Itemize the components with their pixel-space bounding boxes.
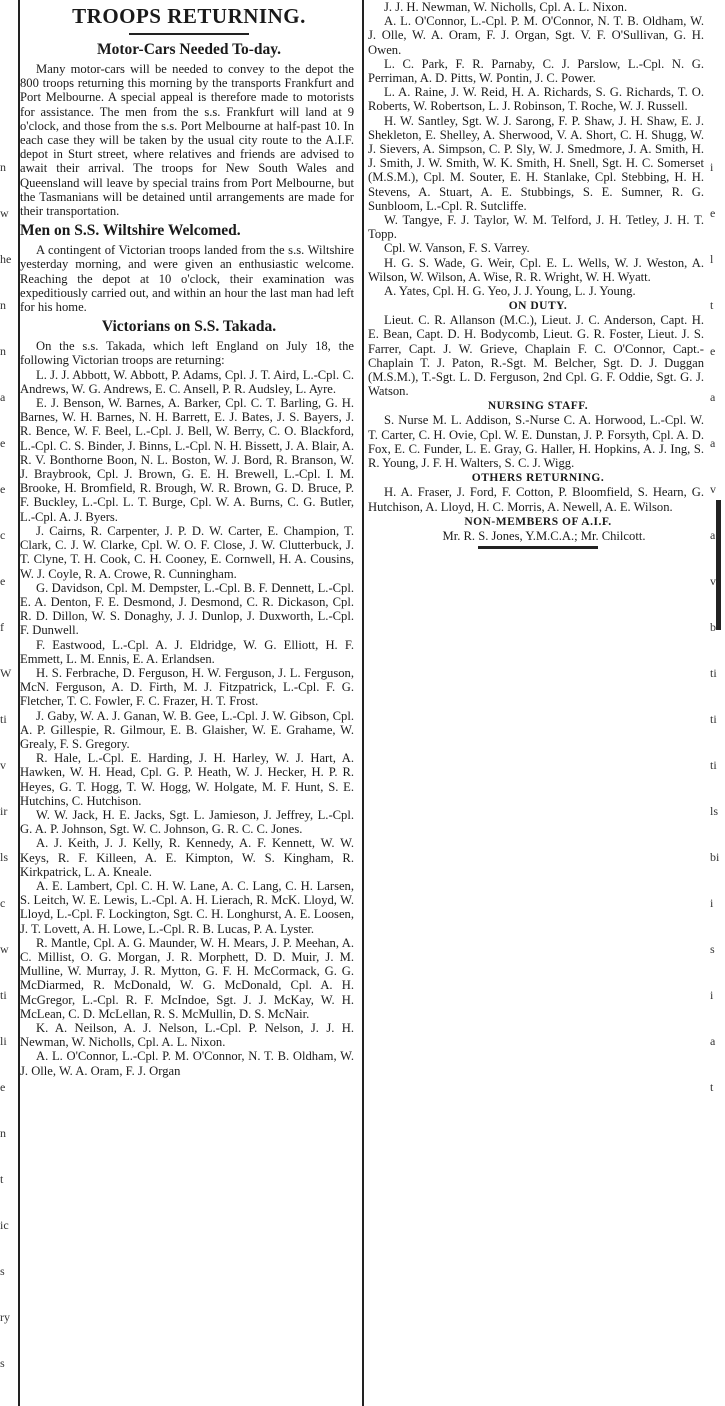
others-returning-heading: OTHERS RETURNING.: [471, 472, 605, 485]
section-heading: Victorians on S.S. Takada.: [101, 318, 277, 336]
article-sections: [20, 41, 358, 1078]
article-column-2: [368, 0, 708, 628]
fragment-text: s: [0, 1264, 5, 1278]
article-paragraph: F. Eastwood, L.-Cpl. A. J. Eldridge, W. G. Elliott, H. F. Emmett, L. M. Ennis, E. A. Erlandsen.: [20, 637, 354, 666]
fragment-text: v: [710, 482, 716, 496]
fragment-text: e: [0, 574, 6, 588]
article-column-1: [20, 0, 358, 1406]
fragment-text: e: [0, 1080, 6, 1094]
fragment-text: ls: [710, 804, 719, 818]
fragment-text: li: [0, 1034, 7, 1048]
article-paragraph: A. J. Keith, J. J. Kelly, R. Kennedy, A. F. Kennett, W. W. Keys, R. F. Killeen, A. E. Kimpton, W. S. Kingham, R. Kirkpatrick, L. A. Kneale.: [20, 836, 354, 879]
column-rule-middle: [362, 0, 364, 1406]
non-members-heading: NON-MEMBERS OF A.I.F.: [464, 515, 612, 528]
headline-rule: [129, 33, 249, 35]
non-members-list: Mr. R. S. Jones, Y.M.C.A.; Mr. Chilcott.: [442, 528, 646, 543]
fragment-text: e: [0, 482, 6, 496]
fragment-text: l: [710, 252, 714, 266]
fragment-text: i: [710, 160, 714, 174]
adjacent-column-fragment-left: [0, 0, 16, 1406]
fragment-text: c: [0, 528, 6, 542]
article-paragraph: A. L. O'Connor, L.-Cpl. P. M. O'Connor, N. T. B. Oldham, W. J. Olle, W. A. Oram, F. J. Organ: [20, 1049, 354, 1078]
adjacent-column-fragment-right: [710, 0, 725, 1094]
article-paragraph: L. J. J. Abbott, W. Abbott, P. Adams, Cpl. J. T. Aird, L.-Cpl. C. Andrews, W. G. Andrews, E. C. Ansell, P. R. Audsley, L. Ayre.: [20, 367, 354, 396]
fragment-text: ir: [0, 804, 8, 818]
fragment-text: w: [0, 206, 9, 220]
name-paragraph: H. W. Santley, Sgt. W. J. Sarong, F. P. Shaw, J. H. Shaw, E. J. Shekleton, E. Shelley, A. Sherwood, V. A. Short, C. H. Shugg, W. J. Sievers, A. Simpson, C. P. Sly, W. J. Smedmore, J. A. Smith, H. J. Smith, J. W. Smith, W. K. Smith, H. Snell, Sgt. H. C. Somerset (M.S.M.), Cpl. M. Souter, E. H. Stanlake, Cpl. Stebbing, H. H. Stevens, A. Stuart, A. E. Stubbings, S. E. Sumner, R. G. Sunbloom, L.-Cpl. R. Sutcliffe.: [368, 113, 704, 213]
fragment-text: v: [710, 574, 716, 588]
fragment-text: v: [0, 758, 6, 772]
on-duty-heading: ON DUTY.: [508, 300, 568, 313]
fragment-text: he: [0, 252, 12, 266]
fragment-text: ls: [0, 850, 9, 864]
fragment-text: a: [710, 390, 716, 404]
nursing-staff-list: S. Nurse M. L. Addison, S.-Nurse C. A. Horwood, L.-Cpl. W. T. Carter, C. H. Ovie, Cpl. W. E. Dunstan, J. P. Forsyth, Cpl. A. D. Fox, E. C. Funder, L. E. Gray, G. Haller, H. Hopkins, A. J. Ing, S. R. Young, J. F. H. Walters, S. C. J. Wigg.: [368, 413, 704, 471]
fragment-text: ti: [0, 988, 7, 1002]
fragment-text: a: [710, 436, 716, 450]
headline: TROOPS RETURNING.: [72, 4, 306, 28]
fragment-text: n: [0, 298, 6, 312]
fragment-text: i: [710, 896, 714, 910]
article-paragraph: K. A. Neilson, A. J. Nelson, L.-Cpl. P. Nelson, J. J. H. Newman, W. Nicholls, Cpl. A. L. Nixon.: [20, 1021, 354, 1050]
fragment-text: f: [0, 620, 4, 634]
name-paragraph: A. L. O'Connor, L.-Cpl. P. M. O'Connor, N. T. B. Oldham, W. J. Olle, W. A. Oram, F. J. Organ, Sgt. V. F. O'Sullivan, G. H. Owen.: [368, 14, 704, 57]
fragment-text: n: [0, 1126, 6, 1140]
name-paragraph: J. J. H. Newman, W. Nicholls, Cpl. A. L. Nixon.: [384, 0, 628, 14]
fragment-text: bi: [710, 850, 720, 864]
name-paragraph: H. G. S. Wade, G. Weir, Cpl. E. L. Wells, W. J. Weston, A. Wilson, W. Wilson, A. Wise, R. R. Wright, W. H. Wyatt.: [368, 255, 704, 284]
article-paragraph: E. J. Benson, W. Barnes, A. Barker, Cpl. C. T. Barling, G. H. Barnes, W. H. Barnes, N. H. Barrett, E. J. Bates, J. S. Bayers, J. R. Bence, W. F. Beel, L.-Cpl. J. Bell, W. Berry, C. O. Blackford, L.-Cpl. C. S. Binder, J. Binns, L.-Cpl. N. H. Bissett, J. A. Blair, A. R. V. Bonthorne Boon, N. L. Boston, W. J. Bord, R. Branson, W. J. Braybrook, Cpl. J. Brown, G. E. H. Brewell, L.-Cpl. I. M. Brooke, H. Bromfield, R. Brough, W. R. Brown, G. D. Bruce, P. F. Buckley, L.-Cpl. L. T. Burge, Cpl. W. A. Burns, C. G. Butler, L.-Cpl. A. J. Byers.: [20, 396, 354, 524]
fragment-text: e: [710, 206, 716, 220]
article-paragraph: W. W. Jack, H. E. Jacks, Sgt. L. Jamieson, J. Jeffrey, L.-Cpl. G. A. P. Johnson, Sgt. W. C. Johnson, G. R. C. C. Jones.: [20, 807, 354, 837]
fragment-text: w: [0, 942, 9, 956]
fragment-text: t: [0, 1172, 4, 1186]
name-paragraph: L. C. Park, F. R. Parnaby, C. J. Parslow, L.-Cpl. N. G. Perriman, A. D. Pitts, W. Pontin, J. C. Power.: [368, 56, 704, 86]
section-heading: Men on S.S. Wiltshire Welcomed.: [20, 222, 241, 240]
name-paragraph: A. Yates, Cpl. H. G. Yeo, J. J. Young, L. J. Young.: [384, 284, 636, 299]
article-paragraph: On the s.s. Takada, which left England on July 18, the following Victorian troops are returning:: [20, 339, 354, 368]
article-paragraph: J. Gaby, W. A. J. Ganan, W. B. Gee, L.-Cpl. J. W. Gibson, Cpl. A. P. Gillespie, R. Gilmour, E. B. Glaisher, W. E. Grahame, W. Grealy, F. S. Gregory.: [20, 708, 354, 751]
name-paragraph: Cpl. W. Vanson, F. S. Varrey.: [384, 241, 530, 256]
fragment-text: s: [710, 942, 715, 956]
article-paragraph: G. Davidson, Cpl. M. Dempster, L.-Cpl. B. F. Dennett, L.-Cpl. E. A. Denton, F. E. Desmond, J. Desmond, C. R. Dickason, Cpl. R. D. Dillon, W. S. Donaghy, J. J. Dunlop, J. Duxworth, L.-Cpl. F. Dunwell.: [20, 580, 354, 638]
name-paragraph: L. A. Raine, J. W. Reid, H. A. Richards, S. G. Richards, T. O. Roberts, W. Robertson, L. J. Robinson, T. Roche, W. J. Russell.: [368, 85, 704, 114]
fragment-text: a: [0, 390, 6, 404]
article-paragraph: A. E. Lambert, Cpl. C. H. W. Lane, A. C. Lang, C. H. Larsen, S. Leitch, W. E. Lewis, L.-Cpl. A. H. Lierach, R. McK. Lloyd, W. Lloyd, L.-Cpl. F. Lockington, Sgt. C. H. Longhurst, A. E. Loosen, J. T. Lovett, A. H. Lowe, L.-Cpl. R. B. Lucas, P. A. Lyster.: [20, 878, 354, 936]
article-paragraph: R. Mantle, Cpl. A. G. Maunder, W. H. Mears, J. P. Meehan, A. C. Millist, O. G. Morgan, J. R. Morphett, D. D. Muir, J. M. Mulline, W. Murray, J. R. Mytton, G. F. H. McCormack, G. G. McDiarmed, R. McDonald, W. G. McDonald, Cpl. A. H. McGregor, L.-Cpl. R. F. McIndoe, Sgt. J. J. McKay, W. H. McLean, C. D. McLellan, R. S. McMullin, D. S. McNair.: [20, 935, 354, 1021]
fragment-text: e: [710, 344, 716, 358]
fragment-text: n: [0, 344, 6, 358]
fragment-text: i: [710, 988, 714, 1002]
fragment-text: ti: [710, 666, 717, 680]
fragment-text: ti: [710, 712, 717, 726]
article-paragraph: A contingent of Victorian troops landed from the s.s. Wiltshire yesterday morning, and were given an enthusiastic welcome. Reaching the depot at 10 o'clock, their examination was expeditiously carried out, and within an hour the last man had left for his home.: [20, 243, 354, 315]
article-paragraph: R. Hale, L.-Cpl. E. Harding, J. H. Harley, W. J. Hart, A. Hawken, W. H. Head, Cpl. G. P. Heath, W. J. Hecker, H. P. R. Heyes, G. T. Hogg, T. W. Hogg, W. Holgate, M. F. Hunt, S. E. Hutchins, C. Hutchison.: [20, 751, 354, 808]
fragment-text: t: [710, 298, 714, 312]
fragment-text: n: [0, 160, 6, 174]
fragment-text: W: [0, 666, 12, 680]
fragment-text: b: [710, 620, 716, 634]
section-heading: Motor-Cars Needed To-day.: [96, 41, 282, 58]
name-list: [368, 0, 708, 298]
name-paragraph: W. Tangye, F. J. Taylor, W. M. Telford, J. H. Tetley, J. H. T. Topp.: [368, 213, 704, 242]
article-paragraph: J. Cairns, R. Carpenter, J. P. D. W. Carter, E. Champion, T. Clark, C. J. W. Clarke, Cpl. W. O. F. Close, J. W. Clutterbuck, J. T. Clyne, T. H. Cook, C. H. Cooney, E. Cornwell, H. A. Cousins, W. J. Coyle, R. A. Crowe, R. Cunningham.: [20, 523, 354, 581]
on-duty-list: Lieut. C. R. Allanson (M.C.), Lieut. J. C. Anderson, Capt. H. E. Bean, Capt. D. H. Bodycomb, Lieut. G. R. Foster, Lieut. J. S. Farrer, Capt. J. W. Grieve, Chaplain F. C. O'Connor, Capt.-Chaplain T. J. Paton, R.-Sgt. M. Belcher, Sgt. D. J. Duggan (M.S.M.), T.-Sgt. L. D. Ferguson, 2nd Cpl. G. F. Oddie, Sgt. G. J. Watson.: [368, 313, 704, 399]
article-end-rule: [478, 546, 598, 549]
fragment-text: a: [710, 1034, 716, 1048]
fragment-text: e: [0, 436, 6, 450]
others-returning-list: H. A. Fraser, J. Ford, F. Cotton, P. Bloomfield, S. Hearn, G. Hutchison, A. Lloyd, H. C. Morris, A. Newell, A. E. Wilson.: [368, 485, 704, 514]
article-paragraph: H. S. Ferbrache, D. Ferguson, H. W. Ferguson, J. L. Ferguson, McN. Ferguson, A. D. Firth, M. J. Fitzpatrick, L.-Cpl. F. G. Fletcher, T. C. Fowler, F. C. Frazer, H. T. Frost.: [20, 665, 354, 709]
fragment-text: a: [710, 528, 716, 542]
fragment-text: t: [710, 1080, 714, 1094]
fragment-text: c: [0, 896, 6, 910]
article-paragraph: Many motor-cars will be needed to convey to the depot the 800 troops returning this morning by the transports Frankfurt and Port Melbourne. A special appeal is therefore made to motorists for assistance. The men from the s.s. Frankfurt will land at 9 o'clock, and those from the s.s. Port Melbourne at half-past 10. In each case they will be taken by the usual city route to the A.I.F. depot in Sturt street, where relatives and friends are advised to await their arrival. The troops for New South Wales and Queensland will leave by special trains from Port Melbourne, but the Tasmanians will be detained until arrangements are made for their transportation.: [20, 62, 354, 219]
fragment-text: ti: [0, 712, 7, 726]
fragment-text: s: [0, 1356, 5, 1370]
nursing-staff-heading: NURSING STAFF.: [487, 400, 589, 413]
fragment-text: ic: [0, 1218, 9, 1232]
fragment-text: ry: [0, 1310, 10, 1324]
fragment-text: ti: [710, 758, 717, 772]
